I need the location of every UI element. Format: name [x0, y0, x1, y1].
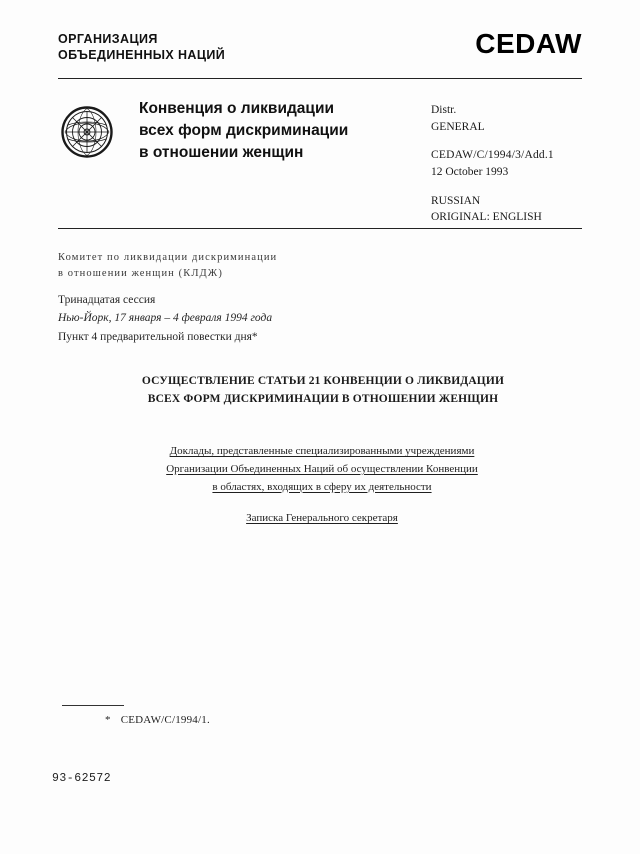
footnote-divider — [62, 705, 124, 706]
symbol-group — [431, 147, 582, 180]
footnote-marker: * — [105, 714, 111, 726]
organization-name — [58, 32, 225, 63]
main-heading — [128, 372, 518, 409]
distribution-value: GENERAL — [431, 120, 485, 133]
title-band — [58, 92, 582, 238]
convention-title-line-3: в отношении женщин — [139, 144, 304, 161]
organization-line-1: ОРГАНИЗАЦИЯ — [58, 32, 158, 46]
sub-heading-line-1 — [78, 443, 566, 461]
committee-name-line-2: в отношении женщин (КЛДЖ) — [58, 268, 223, 280]
sub-heading — [78, 443, 566, 496]
main-heading-line-1: ОСУЩЕСТВЛЕНИЕ СТАТЬИ 21 КОНВЕНЦИИ О ЛИКВИДАЦИИ — [141, 375, 505, 387]
sub-heading-line-3 — [78, 479, 566, 497]
distribution-block — [431, 92, 582, 238]
distribution-label: Distr. — [431, 104, 457, 116]
sub-heading-text-1: Доклады, представленные специализированными учреждениями — [169, 445, 475, 457]
main-heading-line-2: ВСЕХ ФОРМ ДИСКРИМИНАЦИИ В ОТНОШЕНИИ ЖЕНЩИН — [147, 393, 499, 406]
document-original-language: ORIGINAL: ENGLISH — [431, 211, 542, 224]
masthead — [58, 28, 582, 63]
sub-heading-text-3: в областях, входящих в сферу их деятельности — [212, 480, 432, 493]
language-group — [431, 193, 582, 226]
committee-session: Тринадцатая сессия — [58, 293, 156, 306]
document-symbol: CEDAW/C/1994/3/Add.1 — [431, 149, 554, 162]
committee-session-info — [58, 291, 488, 347]
distribution-group — [431, 102, 582, 135]
convention-title-line-2: всех форм дискриминации — [139, 122, 349, 139]
committee-dates: Нью-Йорк, 17 января – 4 февраля 1994 года — [58, 312, 273, 325]
secretary-general-note-text: Записка Генерального секретаря — [246, 512, 398, 524]
sub-heading-text-2: Организации Объединенных Наций об осуществлении Конвенции — [166, 462, 478, 475]
job-number: 93-62572 — [52, 772, 112, 785]
cedaw-logo: CEDAW — [475, 28, 582, 59]
un-emblem-icon — [61, 106, 113, 158]
document-date: 12 October 1993 — [431, 166, 509, 179]
committee-block — [58, 250, 488, 346]
committee-name-line-1: Комитет по ликвидации дискриминации — [58, 252, 278, 263]
organization-line-2: ОБЪЕДИНЕННЫХ НАЦИЙ — [58, 47, 226, 62]
convention-title-line-1: Конвенция о ликвидации — [139, 100, 335, 117]
title-divider — [58, 228, 582, 229]
secretary-general-note — [78, 512, 566, 524]
footnote-text: CEDAW/C/1994/1. — [120, 714, 210, 726]
document-language: RUSSIAN — [431, 194, 481, 207]
header-divider — [58, 78, 582, 79]
committee-agenda-item: Пункт 4 предварительной повестки дня* — [58, 330, 258, 343]
footnote — [105, 714, 210, 726]
convention-title — [139, 92, 419, 164]
sub-heading-line-2 — [78, 461, 566, 479]
